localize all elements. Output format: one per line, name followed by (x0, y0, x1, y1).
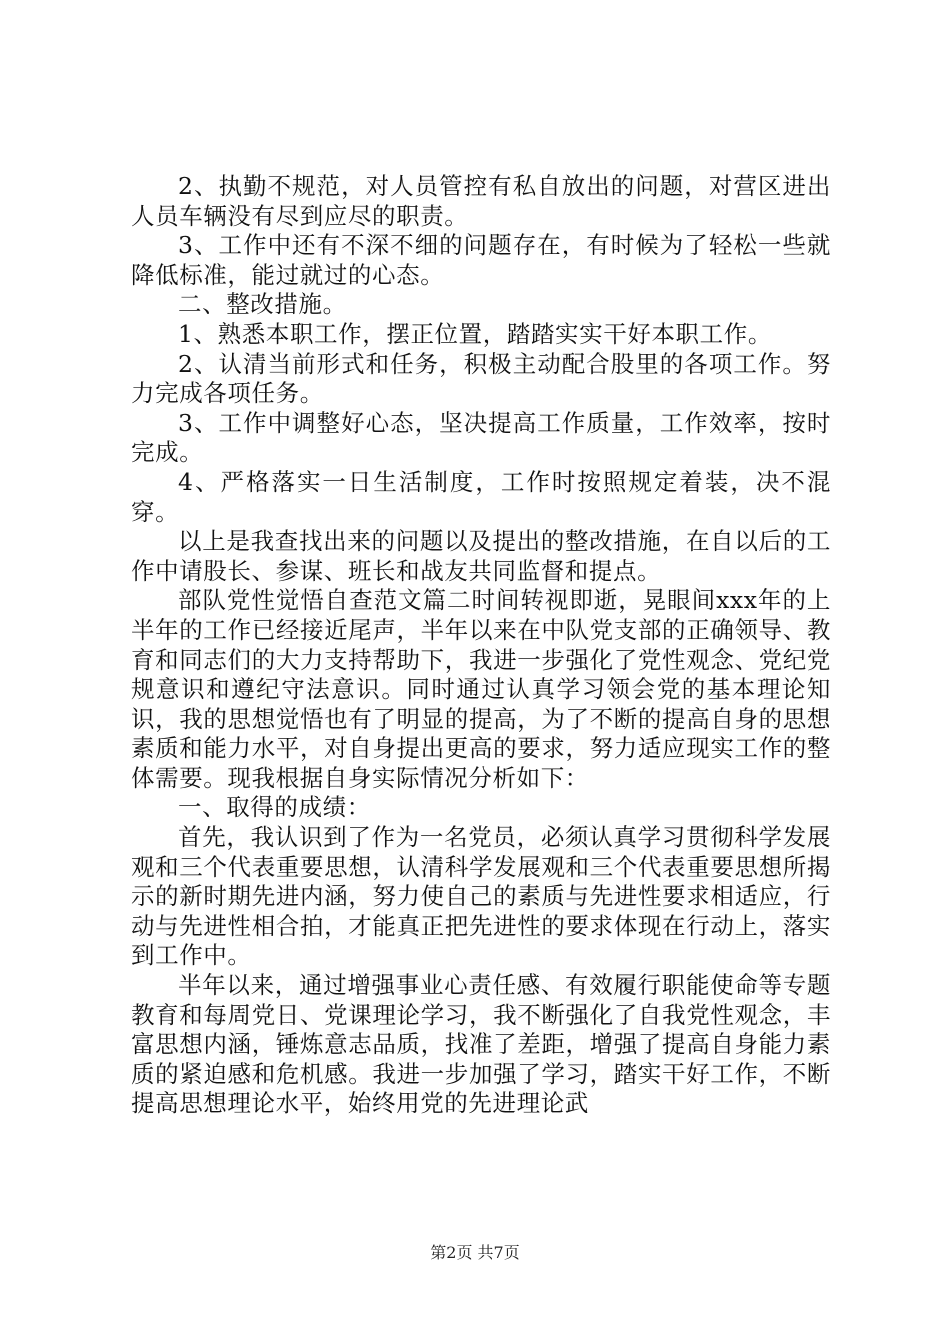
page-footer (0, 1243, 950, 1263)
paragraph-6: 3、工作中调整好心态，坚决提高工作质量，工作效率，按时完成。 (131, 408, 831, 467)
paragraph-11: 首先，我认识到了作为一名党员，必须认真学习贯彻科学发展观和三个代表重要思想，认清科学发展观和三个代表重要思想所揭示的新时期先进内涵，努力使自己的素质与先进性要求相适应，行动与先进性相合拍，才能真正把先进性的要求体现在行动上，落实到工作中。 (131, 823, 831, 970)
paragraph-4: 1、熟悉本职工作，摆正位置，踏踏实实干好本职工作。 (178, 319, 772, 348)
paragraph-7: 4、严格落实一日生活制度，工作时按照规定着装，决不混穿。 (131, 467, 831, 526)
page-number-label: 第2页 共7页 (430, 1243, 520, 1262)
paragraph-12: 半年以来，通过增强事业心责任感、有效履行职能使命等专题教育和每周党日、党课理论学习，我不断强化了自我党性观念，丰富思想内涵，锤炼意志品质，找准了差距，增强了提高自身能力素质的紧迫感和危机感。我进一步加强了学习，踏实干好工作，不断提高思想理论水平，始终用党的先进理论武 (131, 971, 831, 1118)
section-heading-rectification: 二、整改措施。 (178, 290, 347, 319)
document-body (131, 172, 831, 1119)
paragraph-9: 部队党性觉悟自查范文篇二时间转视即逝，晃眼间xxx年的上半年的工作已经接近尾声，半年以来在中队党支部的正确领导、教育和同志们的大力支持帮助下，我进一步强化了党性观念、党纪党规意识和遵纪守法意识。同时通过认真学习领会党的基本理论知识，我的思想觉悟也有了明显的提高，为了不断的提高自身的思想素质和能力水平，对自身提出更高的要求，努力适应现实工作的整体需要。现我根据自身实际情况分析如下： (131, 586, 831, 792)
paragraph-8: 以上是我查找出来的问题以及提出的整改措施，在自以后的工作中请股长、参谋、班长和战友共同监督和提点。 (131, 527, 831, 585)
paragraph-1: 2、执勤不规范，对人员管控有私自放出的问题，对营区进出人员车辆没有尽到应尽的职责。 (131, 172, 831, 230)
paragraph-5: 2、认清当前形式和任务，积极主动配合股里的各项工作。努力完成各项任务。 (131, 349, 831, 408)
paragraph-2: 3、工作中还有不深不细的问题存在，有时候为了轻松一些就降低标准，能过就过的心态。 (131, 231, 831, 289)
section-heading-achievements: 一、取得的成绩： (178, 793, 371, 822)
